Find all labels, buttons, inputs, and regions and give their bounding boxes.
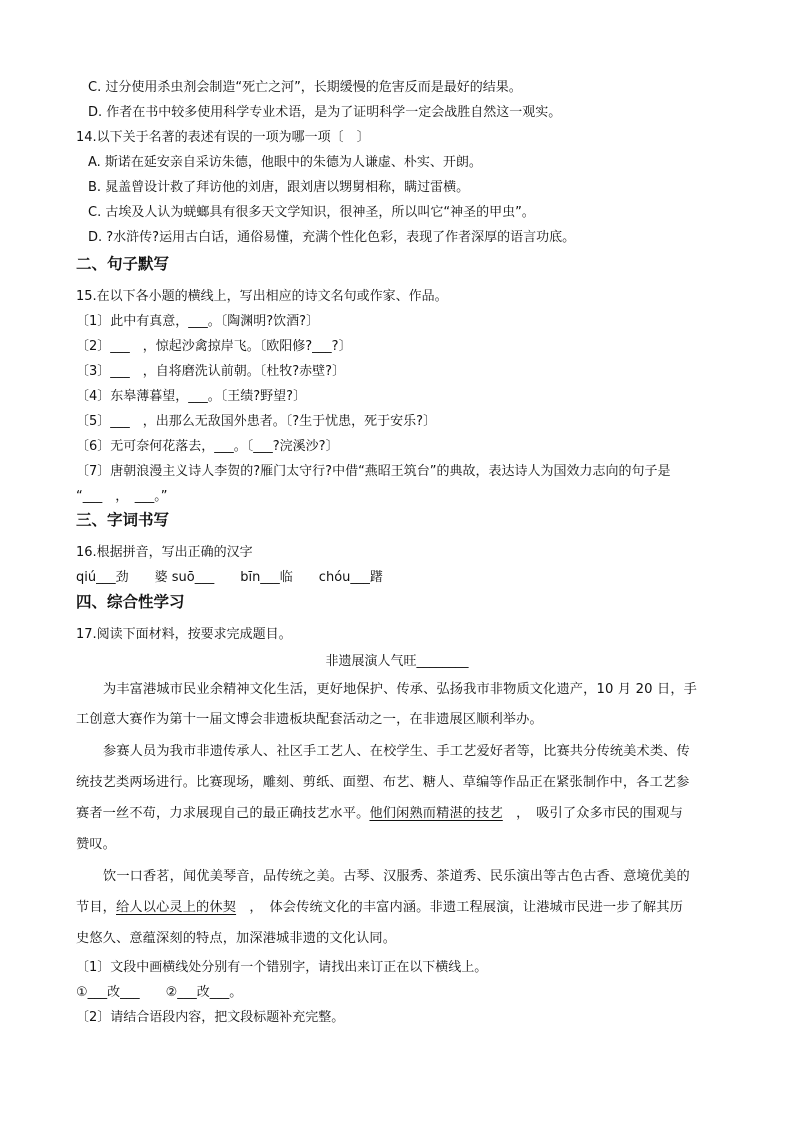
paragraph-1-line-2: 工创意大赛作为第十一届文博会非遗板块配套活动之一，在非遗展区顺利举办。 [76, 712, 543, 727]
q15-item-7: 〔7〕唐朝浪漫主义诗人李贺的?雁门太守行?中借“燕昭王筑台”的典故，表达诗人为国效力志向的句子是 [76, 464, 671, 479]
q15-stem: 15.在以下各小题的横线上，写出相应的诗文名句或作家、作品。 [76, 289, 448, 304]
q17-sub-1: 〔1〕文段中画横线处分别有一个错别字，请找出来订正在以下横线上。 [76, 960, 488, 975]
paragraph-3-line-1: 饮一口香茗，闻优美琴音，品传统之美。古琴、汉服秀、茶道秀、民乐演出等古色古香、意境优美的 [103, 869, 690, 884]
paragraph-2-line-3 [76, 804, 683, 824]
section-4-title: 四、综合性学习 [76, 593, 185, 611]
paragraph-3-text-b: ， 体会传统文化的丰富内涵。非遗工程展演，让港城市民进一步了解其历 [236, 900, 683, 915]
q15-item-2: 〔2〕___ ，惊起沙禽掠岸飞。〔欧阳修?___?〕 [76, 339, 352, 354]
q15-item-1: 〔1〕此中有真意，___。〔陶渊明?饮酒?〕 [76, 314, 320, 329]
q15-item-7-answer: “___ ， ___。” [76, 489, 168, 504]
q15-item-4: 〔4〕东皋薄暮望，___。〔王绩?野望?〕 [76, 389, 307, 404]
paragraph-3-line-2 [76, 898, 683, 918]
q14-stem: 14.以下关于名著的表述有误的一项为哪一项〔 〕 [76, 130, 370, 145]
q13-option-d: D. 作者在书中较多使用科学专业术语，是为了证明科学一定会战胜自然这一观实。 [88, 105, 562, 120]
paragraph-1-line-1: 为丰富港城市民业余精神文化生活，更好地保护、传承、弘扬我市非物质文化遗产，10 月 20 日，手 [103, 682, 698, 697]
paragraph-3-text-a: 节目， [76, 900, 117, 915]
q15-item-3: 〔3〕___ ，自将磨洗认前朝。〔杜牧?赤壁?〕 [76, 364, 346, 379]
section-2-title: 二、句子默写 [76, 255, 170, 273]
paragraph-2-line-4: 赞叹。 [76, 837, 117, 852]
q16-pinyin: qiú___劲 婆 suō___ bīn___临 chóu___躇 [76, 570, 383, 585]
q14-option-c: C. 古埃及人认为蜣螂具有很多天文学知识，很神圣，所以叫它“神圣的甲虫”。 [88, 205, 535, 220]
q17-sub-1-answer: ①___改___ ②___改___。 [76, 985, 243, 1000]
q15-item-5: 〔5〕___ ，出那么无敌国外患者。〔?生于忧患，死于安乐?〕 [76, 414, 437, 429]
article-title: 非遗展演人气旺________ [325, 654, 469, 669]
paragraph-2-text-a: 赛者一丝不苟，力求展现自己的最正确技艺水平。 [76, 806, 370, 821]
paragraph-3-line-3: 史悠久、意蕴深刻的特点，加深港城非遗的文化认同。 [76, 931, 397, 946]
q14-option-d: D. ?水浒传?运用古白话，通俗易懂，充满个性化色彩，表现了作者深厚的语言功底。 [88, 230, 576, 245]
q17-sub-2: 〔2〕请结合语段内容，把文段标题补充完整。 [76, 1010, 345, 1025]
q16-stem: 16.根据拼音，写出正确的汉字 [76, 545, 253, 560]
q15-item-6: 〔6〕无可奈何花落去，___。〔___?浣溪沙?〕 [76, 439, 339, 454]
paragraph-2-line-2: 统技艺类两场进行。比赛现场，雕刻、剪纸、面塑、布艺、糖人、草编等作品正在紧张制作中，各工艺参 [76, 775, 690, 790]
q13-option-c: C. 过分使用杀虫剂会制造“死亡之河”，长期缓慢的危害反而是最好的结果。 [88, 80, 522, 95]
paragraph-2-text-b: ， 吸引了众多市民的围观与 [502, 806, 683, 821]
paragraph-2-line-1: 参赛人员为我市非遗传承人、社区手工艺人、在校学生、手工艺爱好者等，比赛共分传统美术类、传 [103, 744, 690, 759]
q14-option-a: A. 斯诺在延安亲自采访朱德，他眼中的朱德为人谦虚、朴实、开朗。 [88, 155, 482, 170]
underlined-phrase-1: 他们闲熟而精湛的技艺 [369, 806, 503, 821]
underlined-phrase-2: 给人以心灵上的休契 [116, 900, 237, 915]
q14-option-b: B. 晁盖曾设计救了拜访他的刘唐，跟刘唐以甥舅相称，瞒过雷横。 [88, 180, 470, 195]
q17-stem: 17.阅读下面材料，按要求完成题目。 [76, 627, 292, 642]
section-3-title: 三、字词书写 [76, 511, 170, 529]
